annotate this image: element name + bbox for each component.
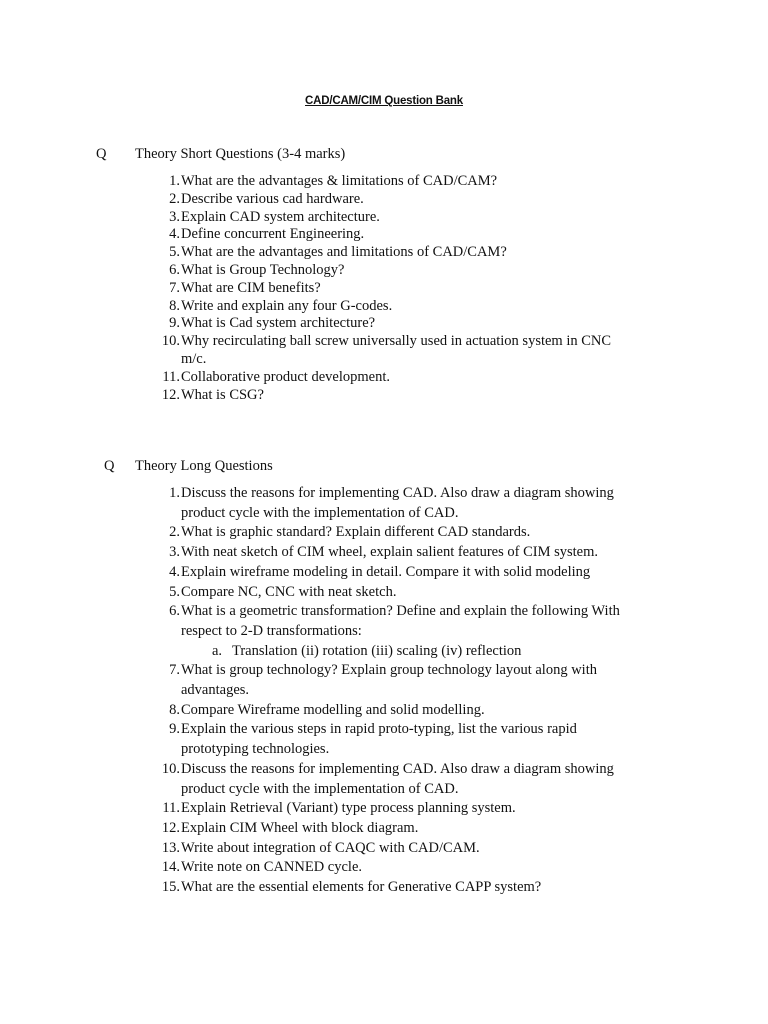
item-number: 13. <box>161 839 180 856</box>
item-text: Write note on CANNED cycle. <box>181 859 363 876</box>
item-text: What are the advantages and limitations of CAD/CAM? <box>181 244 507 261</box>
item-number: 10. <box>161 333 180 350</box>
list-item <box>0 315 768 333</box>
item-number: 8. <box>169 701 180 718</box>
item-number: 6. <box>169 603 180 620</box>
item-number: 8. <box>169 297 180 314</box>
item-text: What is CSG? <box>181 386 264 403</box>
item-text: With neat sketch of CIM wheel, explain salient features of CIM system. <box>181 544 598 561</box>
list-item <box>0 839 768 859</box>
list-item <box>0 878 768 898</box>
list-item <box>0 583 768 603</box>
item-number: 12. <box>161 819 180 836</box>
item-text: Explain wireframe modeling in detail. Compare it with solid modeling <box>181 563 591 580</box>
list-item <box>0 720 768 759</box>
item-number: 5. <box>169 244 180 261</box>
long-section-heading: Theory Long Questions <box>135 458 273 474</box>
item-number: 7. <box>169 662 180 679</box>
item-number: 3. <box>169 544 180 561</box>
item-text: What is a geometric transformation? Define and explain the following With respect to 2-D transformations: <box>181 603 620 639</box>
item-text: Discuss the reasons for implementing CAD. Also draw a diagram showing product cycle with the implementation of CAD. <box>181 485 614 521</box>
list-item <box>0 563 768 583</box>
list-item <box>0 387 768 405</box>
item-number: 2. <box>169 190 180 207</box>
item-text: Explain CIM Wheel with block diagram. <box>181 819 419 836</box>
list-item <box>0 799 768 819</box>
list-item <box>0 369 768 387</box>
short-section-heading: Theory Short Questions (3-4 marks) <box>135 146 346 162</box>
list-item <box>0 602 768 641</box>
item-number: 7. <box>169 279 180 296</box>
item-text: Compare NC, CNC with neat sketch. <box>181 583 397 600</box>
item-number: 12. <box>161 386 180 403</box>
item-text: Write and explain any four G-codes. <box>181 297 393 314</box>
item-number: 11. <box>162 368 180 385</box>
list-item <box>0 173 768 191</box>
item-number: 6. <box>169 261 180 278</box>
list-item <box>0 226 768 244</box>
list-item <box>0 191 768 209</box>
item-number: 5. <box>169 583 180 600</box>
list-item <box>0 858 768 878</box>
item-text: Define concurrent Engineering. <box>181 226 365 243</box>
list-item <box>0 298 768 316</box>
item-text: What are the essential elements for Generative CAPP system? <box>181 879 542 896</box>
list-item <box>0 523 768 543</box>
sub-list-item <box>0 642 768 662</box>
list-item <box>0 543 768 563</box>
item-text: What is Cad system architecture? <box>181 315 376 332</box>
sub-item-label: a. <box>211 642 222 659</box>
list-item <box>0 209 768 227</box>
list-item <box>0 262 768 280</box>
list-item <box>0 280 768 298</box>
item-text: Describe various cad hardware. <box>181 190 364 207</box>
item-text: What is Group Technology? <box>181 261 345 278</box>
short-questions-list <box>0 173 768 404</box>
item-number: 10. <box>161 760 180 777</box>
item-text: Write about integration of CAQC with CAD/CAM. <box>181 839 480 856</box>
item-number: 4. <box>169 226 180 243</box>
item-text: Discuss the reasons for implementing CAD. Also draw a diagram showing product cycle with the implementation of CAD. <box>181 760 614 797</box>
list-item <box>0 244 768 262</box>
item-number: 2. <box>169 524 180 541</box>
item-text: What is group technology? Explain group technology layout along with advantages. <box>181 662 597 699</box>
document-title: CAD/CAM/CIM Question Bank <box>305 95 463 107</box>
long-questions-list <box>0 484 768 898</box>
item-number: 1. <box>169 485 180 501</box>
list-item <box>0 760 768 799</box>
list-item <box>0 661 768 700</box>
item-number: 9. <box>169 721 180 738</box>
item-number: 14. <box>161 859 180 876</box>
item-number: 1. <box>169 173 180 189</box>
item-text: What are CIM benefits? <box>181 279 321 296</box>
list-item <box>0 701 768 721</box>
list-item <box>0 484 768 523</box>
item-number: 3. <box>169 208 180 225</box>
long-section-marker: Q <box>104 458 115 474</box>
list-item <box>0 819 768 839</box>
item-number: 9. <box>169 315 180 332</box>
item-text: Explain Retrieval (Variant) type process planning system. <box>181 800 516 817</box>
item-number: 11. <box>162 800 180 817</box>
item-text: Why recirculating ball screw universally used in actuation system in CNC m/c. <box>181 333 612 367</box>
item-text: Explain CAD system architecture. <box>181 208 380 225</box>
item-number: 4. <box>169 563 180 580</box>
item-text: Collaborative product development. <box>181 368 390 385</box>
item-text: Compare Wireframe modelling and solid modelling. <box>181 701 485 718</box>
item-text: What are the advantages & limitations of CAD/CAM? <box>181 173 498 189</box>
sub-item-text: Translation (ii) rotation (iii) scaling (iv) reflection <box>232 642 522 659</box>
item-text: What is graphic standard? Explain different CAD standards. <box>181 524 531 541</box>
short-section-marker: Q <box>96 146 107 162</box>
list-item <box>0 333 768 369</box>
item-number: 15. <box>161 879 180 896</box>
item-text: Explain the various steps in rapid proto-typing, list the various rapid prototyping technologies. <box>181 721 577 758</box>
